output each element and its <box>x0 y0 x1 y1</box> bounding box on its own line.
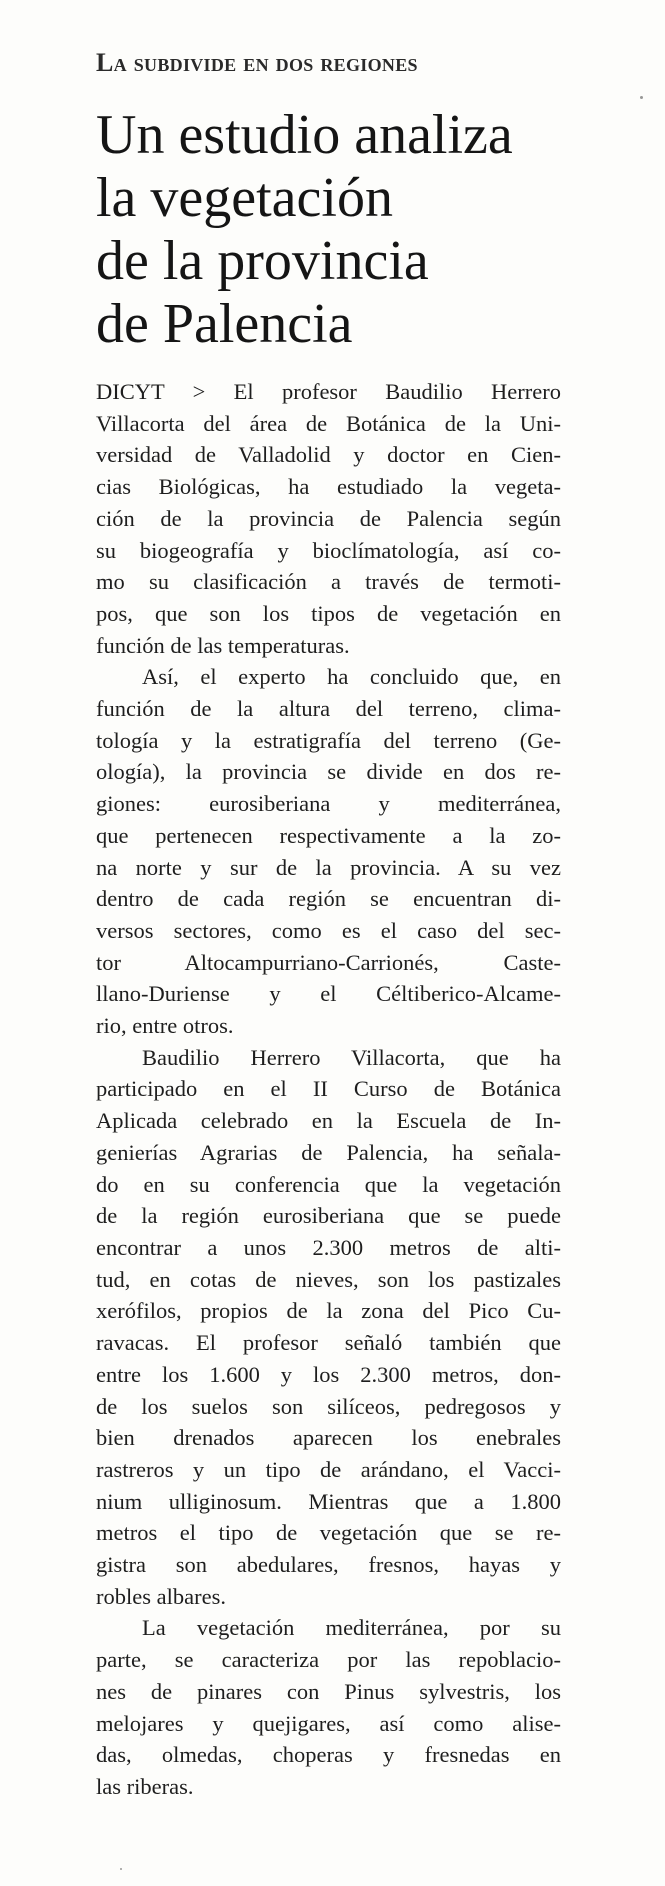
article-line: ología), la provincia se divide en dos re- <box>96 759 561 785</box>
article-line: tología y la estratigrafía del terreno (Ge- <box>96 727 561 753</box>
article-line: que pertenecen respectivamente a la zo- <box>96 822 561 848</box>
article-line: giones: eurosiberiana y mediterránea, <box>96 791 561 817</box>
article-line: Baudilio Herrero Villacorta, que ha <box>142 1044 561 1070</box>
article-line: función de la altura del terreno, clima- <box>96 696 561 722</box>
article-line: encontrar a unos 2.300 metros de alti- <box>96 1234 561 1260</box>
article-line: Así, el experto ha concluido que, en <box>142 664 561 690</box>
article-line: melojares y quejigares, así como alise- <box>96 1710 561 1736</box>
print-speck <box>120 1868 122 1870</box>
article-line: DICYT > El profesor Baudilio Herrero <box>96 379 561 404</box>
article-line: genierías Agrarias de Palencia, ha señala- <box>96 1139 561 1165</box>
article-paragraph <box>96 1612 561 1802</box>
article-line: robles albares. <box>96 1583 226 1609</box>
headline-line: la vegetación <box>96 167 393 229</box>
article-line: na norte y sur de la provincia. A su vez <box>96 854 561 880</box>
article-line: gistra son abedulares, fresnos, hayas y <box>96 1552 561 1578</box>
article-kicker: La subdivide en dos regiones <box>96 48 418 77</box>
article-paragraph <box>96 661 561 1041</box>
article-line: de la región eurosiberiana que se puede <box>96 1203 561 1229</box>
article-line: nium ulliginosum. Mientras que a 1.800 <box>96 1488 561 1514</box>
article-line: su biogeografía y bioclímatología, así co- <box>96 537 561 563</box>
article-line: das, olmedas, choperas y fresnedas en <box>96 1742 561 1768</box>
headline-line: de Palencia <box>96 293 353 355</box>
article-line: las riberas. <box>96 1773 194 1799</box>
article-line: función de las temperaturas. <box>96 632 350 658</box>
article-line: rio, entre otros. <box>96 1013 234 1039</box>
article-line: Aplicada celebrado en la Escuela de In- <box>96 1108 561 1134</box>
article-line: nes de pinares con Pinus sylvestris, los <box>96 1678 561 1704</box>
article-headline <box>96 104 616 356</box>
article-line: entre los 1.600 y los 2.300 metros, don- <box>96 1361 561 1387</box>
article-line: bien drenados aparecen los enebrales <box>96 1425 561 1451</box>
article-line: pos, que son los tipos de vegetación en <box>96 600 561 626</box>
article-line: metros el tipo de vegetación que se re- <box>96 1520 561 1546</box>
article-line: parte, se caracteriza por las repoblacio- <box>96 1647 561 1673</box>
article-paragraph <box>96 1042 561 1613</box>
article-line: versidad de Valladolid y doctor en Cien- <box>96 442 561 468</box>
article-line: Villacorta del área de Botánica de la Uni- <box>96 410 561 436</box>
article-line: xerófilos, propios de la zona del Pico Cu- <box>96 1298 561 1324</box>
headline-line: Un estudio analiza <box>96 104 513 166</box>
article-line: mo su clasificación a través de termoti- <box>96 569 561 595</box>
article-line: dentro de cada región se encuentran di- <box>96 886 561 912</box>
article-body <box>96 376 561 1803</box>
article-paragraph <box>96 376 561 661</box>
article-line: llano-Duriense y el Céltiberico-Alcame- <box>96 981 561 1007</box>
article-line: cias Biológicas, ha estudiado la vegeta- <box>96 474 561 500</box>
print-speck <box>640 96 643 99</box>
article-line: tud, en cotas de nieves, son los pastizales <box>96 1266 561 1292</box>
article-line: versos sectores, como es el caso del sec- <box>96 917 561 943</box>
article-line: ravacas. El profesor señaló también que <box>96 1330 561 1356</box>
article-line: ción de la provincia de Palencia según <box>96 505 561 531</box>
article-line: rastreros y un tipo de arándano, el Vacci- <box>96 1456 561 1482</box>
article-line: La vegetación mediterránea, por su <box>142 1615 561 1641</box>
headline-line: de la provincia <box>96 230 429 292</box>
article-line: tor Altocampurriano-Carrionés, Caste- <box>96 949 561 975</box>
article-line: do en su conferencia que la vegetación <box>96 1171 561 1197</box>
article-line: de los suelos son silíceos, pedregosos y <box>96 1393 561 1419</box>
article-line: participado en el II Curso de Botánica <box>96 1076 561 1102</box>
